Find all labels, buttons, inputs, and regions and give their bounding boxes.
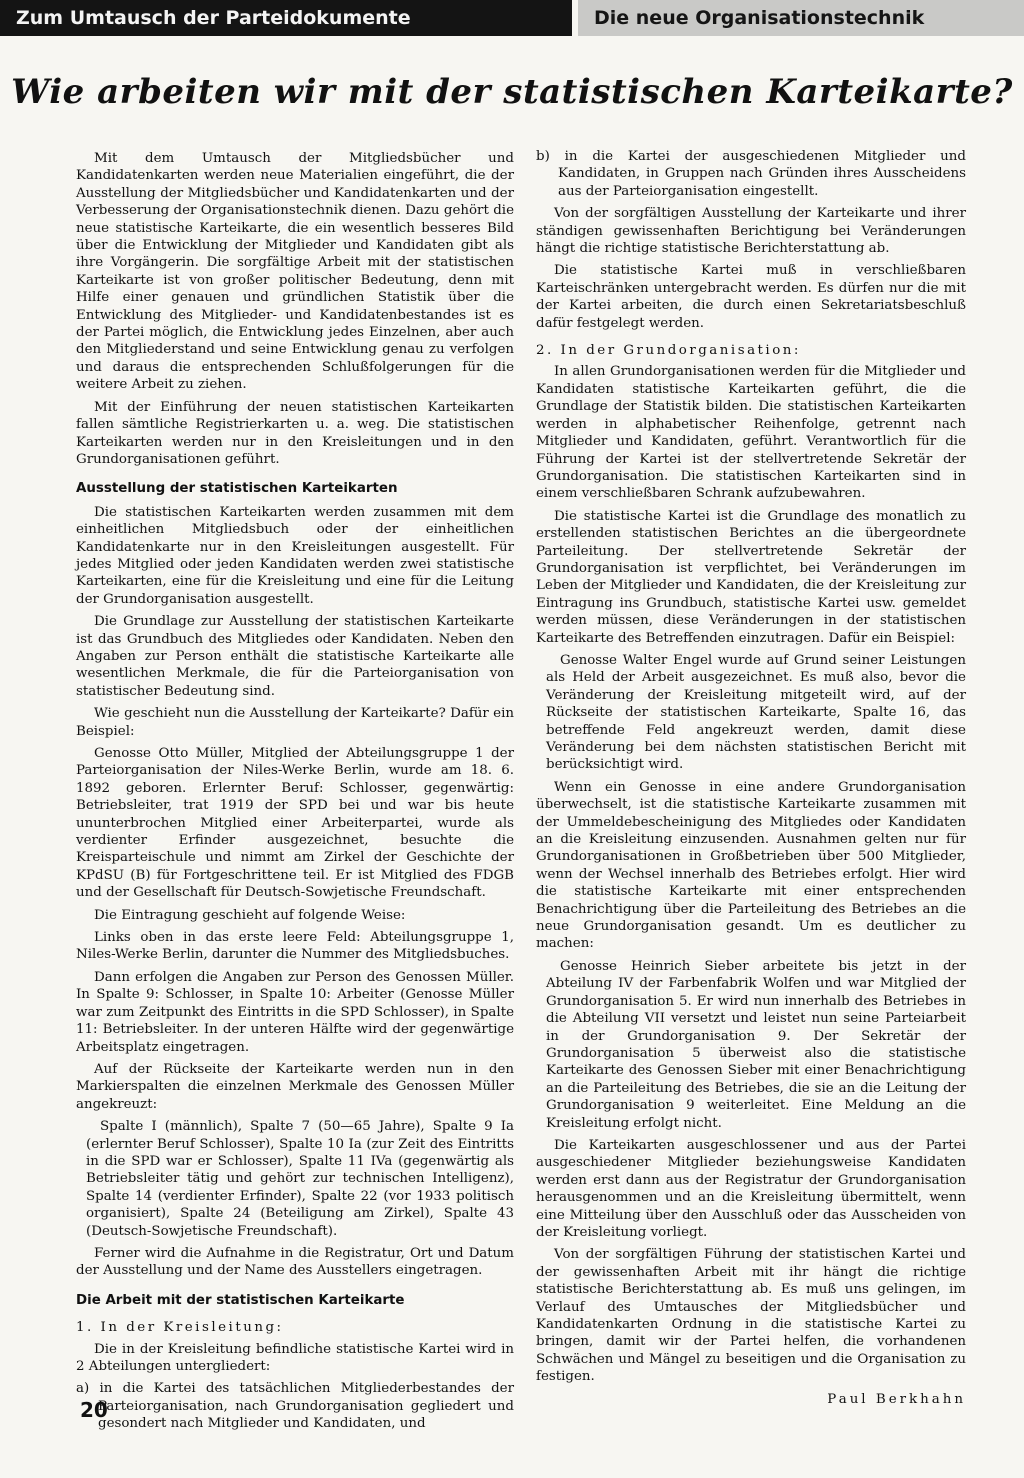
right-column	[536, 148, 966, 1413]
paragraph: Von der sorgfältigen Ausstellung der Karteikarte und ihrer ständigen gewissenhaften Berichtigung bei Veränderungen hängt die richtige statistische Berichterstattung ab.	[536, 206, 966, 257]
paragraph: Auf der Rückseite der Karteikarte werden nun in den Markierspalten die einzelnen Merkmale des Genossen Müller angekreuzt:	[76, 1061, 514, 1112]
section-header-left: Zum Umtausch der Parteidokumente	[0, 0, 572, 36]
paragraph: Wie geschieht nun die Ausstellung der Karteikarte? Dafür ein Beispiel:	[76, 706, 514, 739]
paragraph: Wenn ein Genosse in eine andere Grundorganisation überwechselt, ist die statistische Karteikarte zusammen mit der Ummeldebescheinigung des Mitgliedes oder Kandidaten an die Kreisleitung einzusenden. Ausnahmen gelten nur für Grundorganisationen in Großbetrieben über 500 Mitglieder, wenn der Wechsel innerhalb des Betriebes erfolgt. Hier wird die statistische Karteikarte mit einer entsprechenden Benachrichtigung über die Parteileitung des Betriebes an die neue Grundorganisation gesandt. Um es deutlicher zu machen:	[536, 779, 966, 952]
paragraph: Ferner wird die Aufnahme in die Registratur, Ort und Datum der Ausstellung und der Name des Ausstellers eingetragen.	[76, 1245, 514, 1279]
subheading: Die Arbeit mit der statistischen Karteikarte	[76, 1292, 405, 1308]
paragraph: Die Eintragung geschieht auf folgende Weise:	[94, 907, 406, 923]
paragraph: Die Grundlage zur Ausstellung der statistischen Karteikarte ist das Grundbuch des Mitgliedes oder Kandidaten. Neben den Angaben zur Person enthält die statistische Karteikarte alle wesentlichen Merkmale, die für die Parteiorganisation von statistischer Bedeutung sind.	[76, 614, 514, 699]
section-header-right: Die neue Organisationstechnik	[578, 0, 1024, 36]
paragraph: Die statistische Kartei muß in verschließbaren Karteischränken untergebracht werden. Es dürfen nur die mit der Kartei arbeiten, die durch einen Sekretariatsbeschluß dafür festgelegt werden.	[536, 263, 966, 331]
paragraph: Die Karteikarten ausgeschlossener und aus der Partei ausgeschiedener Mitglieder beziehungsweise Kandidaten werden erst dann aus der Registratur der Grundorganisation herausgenommen und an die Kreisleitung übermittelt, wenn eine Mitteilung über den Ausschluß oder das Ausscheiden von der Kreisleitung vorliegt.	[536, 1137, 966, 1240]
page-number: 20	[80, 1398, 108, 1422]
left-column	[76, 150, 514, 1438]
paragraph: Links oben in das erste leere Feld: Abteilungsgruppe 1, Niles-Werke Berlin, darunter die Nummer des Mitgliedsbuches.	[76, 930, 514, 963]
paragraph: Die in der Kreisleitung befindliche statistische Kartei wird in 2 Abteilungen untergliedert:	[76, 1341, 514, 1374]
paragraph: Mit der Einführung der neuen statistischen Karteikarten fallen sämtliche Registrierkarten u. a. weg. Die statistischen Karteikarten werden nur in den Kreisleitungen und in den Grundorganisationen geführt.	[76, 399, 514, 467]
paragraph: Mit dem Umtausch der Mitgliedsbücher und Kandidatenkarten werden neue Materialien eingeführt, die der Ausstellung der Mitgliedsbücher und Kandidatenkarten und der Verbesserung der Organisationstechnik dienen. Dazu gehört die neue statistische Karteikarte, die ein wesentlich besseres Bild über die Entwicklung der Mitglieder und Kandidaten gibt als ihre Vorgängerin. Die sorgfältige Arbeit mit der statistischen Karteikarte ist von großer politischer Bedeutung, denn mit Hilfe einer genauen und gründlichen Statistik über die Entwicklung des Mitglieder- und Kandidatenbestandes ist es der Partei möglich, die Entwicklung jedes Einzelnen, aber auch den Mitgliederstand und seine Entwicklung genau zu verfolgen und daraus die entsprechenden Schlußfolgerungen für die weitere Arbeit zu ziehen.	[76, 151, 514, 393]
paragraph: In allen Grundorganisationen werden für die Mitglieder und Kandidaten statistische Karteikarten geführt, die die Grundlage der Statistik bilden. Die statistischen Karteikarten werden in alphabetischer Reihenfolge, getrennt nach Mitglieder und Kandidaten, geführt. Verantwortlich für die Führung der Kartei ist der stellvertretende Sekretär der Grundorganisation. Die statistischen Karteikarten sind in einem verschließbaren Schrank aufzubewahren.	[536, 364, 966, 502]
paragraph: Dann erfolgen die Angaben zur Person des Genossen Müller. In Spalte 9: Schlosser, in Spalte 10: Arbeiter (Genosse Müller war zum Zeitpunkt des Eintritts in die SPD Schlosser), in Spalte 11: Betriebsleiter. In der unteren Hälfte wird der gegenwärtige Arbeitsplatz eingetragen.	[76, 969, 514, 1055]
paragraph: Von der sorgfältigen Führung der statistischen Kartei und der gewissenhaften Arbeit mit ihr hängt die richtige statistische Berichterstattung ab. Es muß uns gelingen, im Verlauf des Umtausches der Mitgliedsbücher und Kandidatenkarten Ordnung in die statistische Kartei zu bringen, damit wir der Partei helfen, die vorhandenen Schwächen und Mängel zu beseitigen und die Organisation zu festigen.	[536, 1247, 966, 1385]
paragraph: Die statistischen Karteikarten werden zusammen mit dem einheitlichen Mitgliedsbuch oder der einheitlichen Kandidatenkarte nur in den Kreisleitungen ausgestellt. Für jedes Mitglied oder jeden Kandidaten werden zwei statistische Karteikarten, eine für die Kreisleitung und eine für die Leitung der Grundorganisation ausgestellt.	[76, 504, 514, 607]
paragraph: Genosse Otto Müller, Mitglied der Abteilungsgruppe 1 der Parteiorganisation der Niles-Werke Berlin, wurde am 18. 6. 1892 geboren. Erlernter Beruf: Schlosser, gegenwärtig: Betriebsleiter, trat 1919 der SPD bei und war bis heute ununterbrochen Mitglied einer Arbeiterpartei, wurde als verdienter Erfinder ausgezeichnet, besuchte die Kreisparteischule und nimmt am Zirkel der Geschichte der KPdSU (B) für Fortgeschrittene teil. Er ist Mitglied des FDGB und der Gesellschaft für Deutsch-Sowjetische Freundschaft.	[76, 746, 514, 901]
paragraph: Die statistische Kartei ist die Grundlage des monatlich zu erstellenden statistischen Berichtes an die übergeordnete Parteileitung. Der stellvertretende Sekretär der Grundorganisation ist verpflichtet, bei Veränderungen im Leben der Mitglieder und Kandidaten, die der Kreisleitung zur Eintragung ins Grundbuch, statistische Kartei usw. gemeldet werden müssen, diese Veränderungen in der statistischen Karteikarte des Betreffenden einzutragen. Dafür ein Beispiel:	[536, 508, 966, 646]
list-item: a) in die Kartei des tatsächlichen Mitgliederbestandes der Parteiorganisation, nach Grundorganisation gegliedert und gesondert nach Mitglieder und Kandidaten, und	[76, 1381, 514, 1432]
paragraph: Spalte I (männlich), Spalte 7 (50—65 Jahre), Spalte 9 Ia (erlernter Beruf Schlosser), Spalte 10 Ia (zur Zeit des Eintritts in die SPD war er Schlosser), Spalte 11 IVa (gegenwärtig als Betriebsleiter tätig und gehört zur technischen Intelligenz), Spalte 14 (verdienter Erfinder), Spalte 22 (vor 1933 politisch organisiert), Spalte 24 (Beteiligung am Zirkel), Spalte 43 (Deutsch-Sowjetische Freundschaft).	[86, 1119, 514, 1239]
list-item: b) in die Kartei der ausgeschiedenen Mitglieder und Kandidaten, in Gruppen nach Gründen ihres Ausscheidens aus der Parteiorganisation eingestellt.	[536, 149, 966, 199]
subheading: 1. In der Kreisleitung:	[76, 1320, 284, 1336]
subheading: 2. In der Grundorganisation:	[536, 343, 801, 359]
paragraph: Genosse Walter Engel wurde auf Grund seiner Leistungen als Held der Arbeit ausgezeichnet. Es muß also, bevor die Veränderung der Kreisleitung mitgeteilt wird, auf der Rückseite der statistischen Karteikarte, Spalte 16, das betreffende Feld angekreuzt werden, damit diese Veränderung bei dem nächsten statistischen Bericht mit berücksichtigt wird.	[546, 652, 966, 773]
author-signature: Paul Berkhahn	[827, 1391, 966, 1407]
subheading: Ausstellung der statistischen Karteikarten	[76, 481, 398, 497]
paragraph: Genosse Heinrich Sieber arbeitete bis jetzt in der Abteilung IV der Farbenfabrik Wolfen und war Mitglied der Grundorganisation 5. Er wird nun innerhalb des Betriebes in die Abteilung VII versetzt und leistet nun seine Parteiarbeit in der Grundorganisation 9. Der Sekretär der Grundorganisation 5 überweist also die statistische Karteikarte des Genossen Sieber mit einer Benachrichtigung an die Parteileitung des Betriebes, die sie an die Leitung der Grundorganisation 9 weiterleitet. Eine Meldung an die Kreisleitung erfolgt nicht.	[546, 958, 966, 1131]
article-title: Wie arbeiten wir mit der statistischen Karteikarte?	[11, 72, 1013, 112]
